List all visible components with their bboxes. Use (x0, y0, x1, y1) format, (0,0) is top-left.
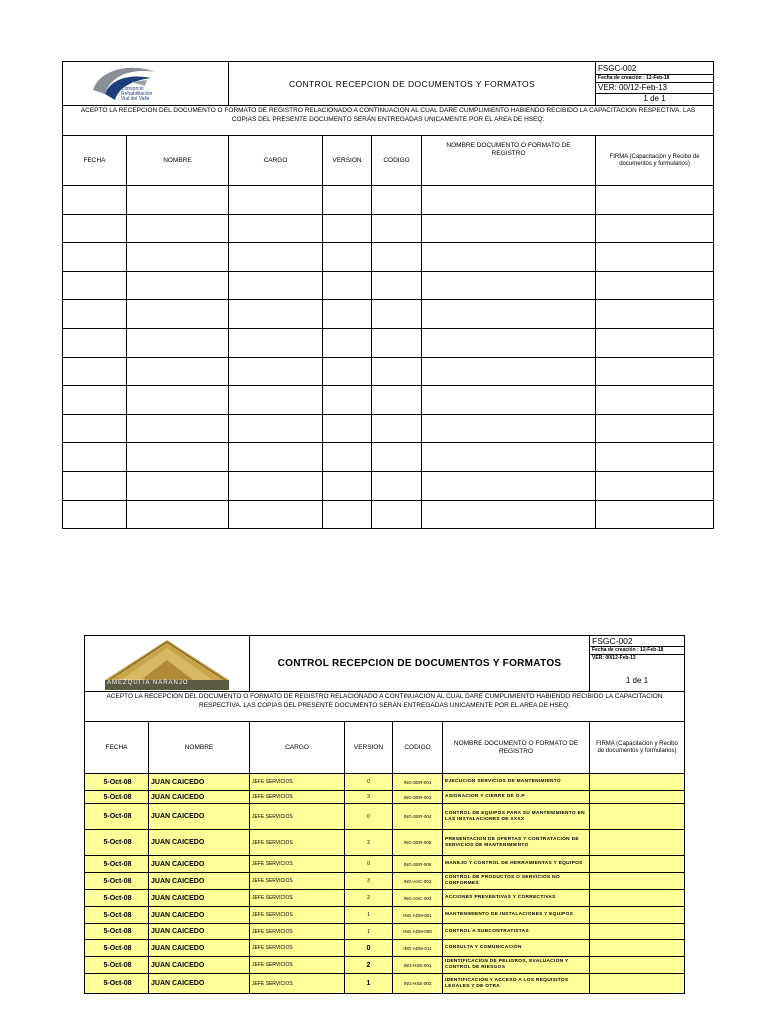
cell-documento[interactable] (422, 471, 596, 500)
acceptance-statement: ACEPTO LA RECEPCION DEL DOCUMENTO O FORMATO DE REGISTRO RELACIONADO A CONTINUACION AL CUAL DARE CUMPLIMIENTO HABIENDO RECIBIDO LA CAPACITACION RESPECTIVA. LAS COPIAS DEL PRESENTE DOCUMENTO SERÁN ENTREGADAS UNICAMENTE POR EL AREA DE HSEQ. (85, 692, 685, 722)
cell-firma[interactable] (590, 856, 685, 873)
table-row (63, 443, 714, 472)
cell-version[interactable] (323, 328, 372, 357)
cell-nombre: JUAN CAICEDO (149, 830, 250, 856)
cell-version[interactable] (323, 471, 372, 500)
cell-version[interactable] (323, 243, 372, 272)
cell-documento[interactable] (422, 500, 596, 529)
cell-codigo[interactable] (372, 300, 422, 329)
cell-documento: MANEJO Y CONTROL DE HERRAMIENTAS Y EQUIPOS (443, 856, 590, 873)
form-title: CONTROL RECEPCION DE DOCUMENTOS Y FORMATOS (250, 636, 590, 692)
cell-version[interactable] (323, 214, 372, 243)
cell-nombre[interactable] (127, 386, 229, 415)
cell-cargo[interactable] (229, 186, 323, 215)
cell-cargo[interactable] (229, 414, 323, 443)
cell-fecha[interactable] (63, 386, 127, 415)
header-fecha: FECHA (63, 136, 127, 186)
cell-nombre: JUAN CAICEDO (149, 957, 250, 974)
header-firma: FIRMA (Capacitación y Recibo de documentos y formularios) (596, 136, 714, 186)
cell-version[interactable] (323, 386, 372, 415)
version-date: VER: 00/12-Feb-13 (592, 655, 636, 661)
cell-fecha: 5-Oct-08 (85, 907, 149, 924)
cell-cargo[interactable] (229, 471, 323, 500)
header-nombre: NOMBRE (127, 136, 229, 186)
cell-version: 2 (345, 830, 393, 856)
cell-version[interactable] (323, 300, 372, 329)
cell-version: 3 (345, 791, 393, 804)
cell-cargo[interactable] (229, 214, 323, 243)
cell-firma[interactable] (590, 890, 685, 907)
cell-firma[interactable] (590, 791, 685, 804)
cell-version: 1 (345, 907, 393, 924)
cell-fecha[interactable] (63, 243, 127, 272)
cell-nombre: JUAN CAICEDO (149, 924, 250, 940)
cell-firma[interactable] (596, 443, 714, 472)
cell-codigo[interactable] (372, 414, 422, 443)
cell-cargo: JEFE SERVICIOS (250, 907, 345, 924)
cell-nombre[interactable] (127, 471, 229, 500)
cell-cargo: JEFE SERVICIOS (250, 974, 345, 994)
cell-version: 1 (345, 974, 393, 994)
cell-fecha[interactable] (63, 443, 127, 472)
cell-fecha: 5-Oct-08 (85, 804, 149, 830)
cell-cargo[interactable] (229, 443, 323, 472)
cell-fecha[interactable] (63, 471, 127, 500)
cell-nombre[interactable] (127, 328, 229, 357)
cell-firma[interactable] (590, 940, 685, 957)
cell-documento: MANTENIMIENTO DE INSTALACIONES Y EQUIPOS (443, 907, 590, 924)
creation-date: Fecha de creación : 12-Feb-18 (590, 647, 684, 655)
cell-fecha: 5-Oct-08 (85, 957, 149, 974)
cell-firma[interactable] (590, 957, 685, 974)
cell-cargo[interactable] (229, 357, 323, 386)
cell-documento[interactable] (422, 300, 596, 329)
header-fecha: FECHA (85, 722, 149, 774)
cell-nombre[interactable] (127, 300, 229, 329)
table-row (85, 830, 685, 856)
table-row (63, 386, 714, 415)
cell-nombre: JUAN CAICEDO (149, 804, 250, 830)
cell-cargo: JEFE SERVICIOS (250, 830, 345, 856)
form-code: FSGC-002 (596, 64, 713, 75)
cell-firma[interactable] (596, 471, 714, 500)
header-documento: NOMBRE DOCUMENTO O FORMATO DE REGISTRO (422, 136, 596, 186)
page-number: 1 de 1 (643, 93, 666, 103)
cell-documento[interactable] (422, 328, 596, 357)
cell-nombre: JUAN CAICEDO (149, 890, 250, 907)
logo-text: AMEZQUITA NARANJO (107, 680, 189, 686)
cell-version: 2 (345, 957, 393, 974)
table-row (63, 214, 714, 243)
cell-cargo[interactable] (229, 271, 323, 300)
cell-documento[interactable] (422, 386, 596, 415)
cell-firma[interactable] (590, 873, 685, 890)
acceptance-statement: ACEPTO LA RECEPCION DEL DOCUMENTO O FORMATO DE REGISTRO RELACIONADO A CONTINUACION AL CUAL DARE CUMPLIMIENTO HABIENDO RECIBIDO LA CAPACITACION RESPECTIVA. LAS COPIAS DEL PRESENTE DOCUMENTO SERÁN ENTREGADAS UNICAMENTE POR EL AREA DE HSEQ. (63, 106, 714, 136)
cell-cargo: JEFE SERVICIOS (250, 856, 345, 873)
cell-nombre: JUAN CAICEDO (149, 774, 250, 791)
cell-documento: CONTROL DE PRODUCTOS O SERVICIOS NO CONFORMES (443, 873, 590, 890)
cell-version[interactable] (323, 414, 372, 443)
cell-fecha[interactable] (63, 300, 127, 329)
cell-firma[interactable] (596, 357, 714, 386)
table-row (85, 774, 685, 791)
cell-codigo[interactable] (372, 214, 422, 243)
table-row (63, 243, 714, 272)
cell-fecha: 5-Oct-08 (85, 791, 149, 804)
form-2 (84, 635, 685, 994)
cell-documento[interactable] (422, 186, 596, 215)
cell-fecha[interactable] (63, 271, 127, 300)
table-row (63, 328, 714, 357)
cell-documento[interactable] (422, 414, 596, 443)
table-row (85, 890, 685, 907)
cell-documento[interactable] (422, 357, 596, 386)
cell-cargo: JEFE SERVICIOS (250, 774, 345, 791)
cell-firma[interactable] (596, 186, 714, 215)
table-row (85, 873, 685, 890)
cell-documento: EJECUCION SERVICIOS DE MANTENIMIENTO (443, 774, 590, 791)
page-number: 1 de 1 (625, 676, 649, 685)
table-row (85, 957, 685, 974)
form-code-block (596, 62, 714, 106)
cell-codigo: ING-SER-004 (393, 804, 443, 830)
cell-firma[interactable] (596, 271, 714, 300)
cell-documento: IDENTIFICACIÓN Y ACCESO A LOS REQUISITOS LEGALES Y DE OTRA (443, 974, 590, 994)
cell-documento[interactable] (422, 243, 596, 272)
cell-fecha: 5-Oct-08 (85, 890, 149, 907)
cell-codigo: ING-ASC-002 (393, 873, 443, 890)
cell-cargo: JEFE SERVICIOS (250, 890, 345, 907)
cell-codigo: ING-SER-001 (393, 774, 443, 791)
cell-firma[interactable] (596, 414, 714, 443)
cell-codigo: ING-SER-005 (393, 830, 443, 856)
cell-codigo: ING-HSE-002 (393, 974, 443, 994)
cell-firma[interactable] (596, 214, 714, 243)
cell-fecha: 5-Oct-08 (85, 873, 149, 890)
cell-firma[interactable] (590, 974, 685, 994)
cell-codigo[interactable] (372, 357, 422, 386)
cell-nombre[interactable] (127, 214, 229, 243)
cell-fecha: 5-Oct-08 (85, 940, 149, 957)
cell-cargo: JEFE SERVICIOS (250, 873, 345, 890)
table-row (63, 500, 714, 529)
cell-nombre[interactable] (127, 357, 229, 386)
table-row (63, 471, 714, 500)
cell-codigo[interactable] (372, 186, 422, 215)
cell-version[interactable] (323, 443, 372, 472)
header-codigo: CODIGO (393, 722, 443, 774)
cell-codigo[interactable] (372, 500, 422, 529)
cell-documento: CONTROL A SUBCONTRATISTAS (443, 924, 590, 940)
header-firma: FIRMA (Capacitación y Recibo de documentos y formularios) (590, 722, 685, 774)
cell-version[interactable] (323, 500, 372, 529)
cell-fecha[interactable] (63, 357, 127, 386)
cell-firma[interactable] (590, 907, 685, 924)
cell-fecha: 5-Oct-08 (85, 856, 149, 873)
cell-firma[interactable] (590, 774, 685, 791)
cell-codigo: ING-SER-006 (393, 856, 443, 873)
cell-documento: PRESENTACION DE OFERTAS Y CONTRATACIÓN DE SERVICIOS DE MANTENIMIENTO (443, 830, 590, 856)
table-row (63, 271, 714, 300)
cell-documento: IDENTIFICACION DE PELIGROS, EVALUACION Y CONTROL DE RIESGOS (443, 957, 590, 974)
cell-codigo[interactable] (372, 471, 422, 500)
cell-cargo[interactable] (229, 328, 323, 357)
cell-fecha[interactable] (63, 414, 127, 443)
table-row (85, 791, 685, 804)
cell-firma[interactable] (590, 804, 685, 830)
cell-firma[interactable] (596, 328, 714, 357)
cell-fecha[interactable] (63, 328, 127, 357)
header-codigo: CODIGO (372, 136, 422, 186)
cell-documento[interactable] (422, 271, 596, 300)
cell-cargo[interactable] (229, 243, 323, 272)
form-code-block (590, 636, 685, 692)
cell-version: 0 (345, 856, 393, 873)
cell-version: 0 (345, 804, 393, 830)
header-nombre: NOMBRE (149, 722, 250, 774)
table-row (85, 974, 685, 994)
cell-nombre[interactable] (127, 443, 229, 472)
cell-documento: ASIGNACION Y CIERRE DE O.P (443, 791, 590, 804)
cell-firma[interactable] (596, 300, 714, 329)
cell-version[interactable] (323, 271, 372, 300)
cell-codigo: ING-ADM-001 (393, 907, 443, 924)
cell-fecha: 5-Oct-08 (85, 974, 149, 994)
cell-version: 1 (345, 924, 393, 940)
cell-version[interactable] (323, 357, 372, 386)
cell-firma[interactable] (596, 243, 714, 272)
cell-codigo[interactable] (372, 271, 422, 300)
cell-fecha[interactable] (63, 186, 127, 215)
cell-version: 2 (345, 890, 393, 907)
cell-version: 0 (345, 774, 393, 791)
cell-cargo: JEFE SERVICIOS (250, 791, 345, 804)
cell-nombre[interactable] (127, 243, 229, 272)
table-row (85, 907, 685, 924)
table-row (63, 414, 714, 443)
cell-nombre: JUAN CAICEDO (149, 856, 250, 873)
cell-codigo[interactable] (372, 386, 422, 415)
cell-documento: CONSULTA Y COMUNICACIÓN (443, 940, 590, 957)
cell-cargo[interactable] (229, 386, 323, 415)
cell-cargo: JEFE SERVICIOS (250, 804, 345, 830)
cell-nombre: JUAN CAICEDO (149, 873, 250, 890)
table-row (85, 856, 685, 873)
cell-cargo[interactable] (229, 500, 323, 529)
cell-fecha: 5-Oct-08 (85, 924, 149, 940)
table-row (85, 804, 685, 830)
header-version: VERSION (345, 722, 393, 774)
company-logo (63, 62, 229, 106)
cell-codigo: ING-ADM-008 (393, 924, 443, 940)
table-row (63, 357, 714, 386)
cell-fecha: 5-Oct-08 (85, 830, 149, 856)
cell-cargo: JEFE SERVICIOS (250, 940, 345, 957)
cell-version: 0 (345, 940, 393, 957)
form-title: CONTROL RECEPCION DE DOCUMENTOS Y FORMATOS (229, 62, 596, 106)
cell-version: 3 (345, 873, 393, 890)
cell-documento: CONTROL DE EQUIPOS PARA SU MANTENIMIENTO EN LAS INSTALACIONES DE XXXX (443, 804, 590, 830)
cell-fecha[interactable] (63, 214, 127, 243)
cell-codigo: ING-HSE-001 (393, 957, 443, 974)
cell-documento[interactable] (422, 214, 596, 243)
form-1 (62, 61, 714, 529)
cell-nombre[interactable] (127, 500, 229, 529)
table-row (85, 924, 685, 940)
header-version: VERSION (323, 136, 372, 186)
cell-codigo: ING-ADM-011 (393, 940, 443, 957)
cell-cargo[interactable] (229, 300, 323, 329)
cell-nombre: JUAN CAICEDO (149, 974, 250, 994)
cell-fecha: 5-Oct-08 (85, 774, 149, 791)
cell-version[interactable] (323, 186, 372, 215)
table-row (63, 300, 714, 329)
header-cargo: CARGO (250, 722, 345, 774)
cell-codigo[interactable] (372, 243, 422, 272)
version-date: VER: 00/12-Feb-13 (596, 83, 713, 94)
logo-text: Consorcio Rehabilitación Vial del Valle (121, 86, 153, 102)
cell-nombre[interactable] (127, 186, 229, 215)
cell-codigo[interactable] (372, 328, 422, 357)
table-row (85, 940, 685, 957)
form-code: FSGC-002 (590, 636, 684, 647)
cell-codigo: ING-SER-003 (393, 791, 443, 804)
company-logo (85, 636, 250, 692)
header-documento: NOMBRE DOCUMENTO O FORMATO DE REGISTRO (443, 722, 590, 774)
cell-codigo: ING-ASC-003 (393, 890, 443, 907)
cell-documento[interactable] (422, 443, 596, 472)
cell-cargo: JEFE SERVICIOS (250, 957, 345, 974)
cell-fecha[interactable] (63, 500, 127, 529)
cell-codigo[interactable] (372, 443, 422, 472)
creation-date: Fecha de creación : 12-Feb-18 (596, 75, 713, 83)
cell-firma[interactable] (590, 830, 685, 856)
cell-nombre[interactable] (127, 271, 229, 300)
cell-firma[interactable] (596, 386, 714, 415)
cell-nombre: JUAN CAICEDO (149, 940, 250, 957)
cell-nombre: JUAN CAICEDO (149, 791, 250, 804)
cell-nombre[interactable] (127, 414, 229, 443)
table-row (63, 186, 714, 215)
cell-firma[interactable] (596, 500, 714, 529)
cell-cargo: JEFE SERVICIOS (250, 924, 345, 940)
header-cargo: CARGO (229, 136, 323, 186)
cell-firma[interactable] (590, 924, 685, 940)
cell-nombre: JUAN CAICEDO (149, 907, 250, 924)
cell-documento: ACCIONES PREVENTIVAS Y CORRECTIVAS (443, 890, 590, 907)
